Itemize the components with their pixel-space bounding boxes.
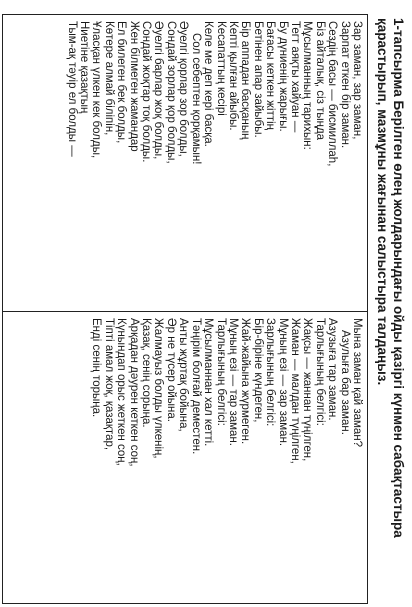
poem-line: Әр не түсер ойына. [164, 318, 177, 422]
poem-column-left [3, 15, 367, 312]
poem-line: Мұсылманның тарихын: [301, 21, 314, 150]
poem-line: Бағасы кеткен жіттің [264, 21, 277, 130]
poem-line: Сездің басы — бисмиллаh, [326, 21, 339, 167]
poem-line: Сол себептен қорқамын! [189, 33, 202, 165]
poem-line: Бетінен апар зайыбы. [251, 21, 264, 138]
poem-line: Әуелгі қорлар зор болды, [177, 21, 190, 157]
poem-line: Мұның езі — зар заман. [276, 318, 289, 447]
poem-line: Мына заман қай заман? [351, 318, 363, 448]
poem-line: Тарлығының белгісі: [214, 318, 227, 426]
poem-line: Зарпат еткен бір заман. [338, 21, 351, 149]
poem-line: Жай-жайына жүрмеген. [239, 318, 252, 445]
poem-line: Жаман — малдан түңілген, [288, 318, 301, 464]
poem-line: Азузыға тар заман. [326, 318, 339, 421]
poem-line: Мұның езі — тар заман. [226, 318, 239, 446]
poem-line: Сондай зорлар қор болды, [164, 21, 177, 164]
poem-line: Кесапаттың кесірі [214, 21, 227, 116]
poem-line: Енді сенің торыңа. [90, 318, 103, 418]
poem-line: Әуелгі барлар жоқ болды, [152, 21, 165, 160]
poem-line: Келе ме деп кері басқа. [202, 21, 215, 147]
poem-line: Тегт аяқты хайуан — [288, 21, 301, 133]
poem-line: Арқадан дәурен кеткен соң, [127, 318, 140, 467]
poem-line: Бу дүниенің жарығы. [276, 21, 289, 132]
poem-line: Кепті қылған айыбы. [226, 21, 239, 131]
poem-line: Жалмауыз болды үлкенің, [152, 318, 165, 459]
poem-line: Қазақ, сенің сорыңа. [140, 318, 153, 428]
poem-line: Ниетіне қазақтың [78, 21, 91, 114]
poem-line: Тіпті амал жоқ, қазақтар, [102, 318, 115, 451]
poem-line: Бір аппадан басқаның [239, 21, 252, 140]
poem-line: Біз айталық, сіз тыңда [313, 21, 326, 141]
task-title-line-1: 1-тапсырма Берілген өлең жолдарындағы ойды қазіргі күнмен сабақтастыра [391, 18, 406, 538]
poem-line: Зар заман, зар заман, [351, 21, 363, 140]
poem-line: Мұсылманнан хал кетті. [202, 318, 215, 447]
poem-line: Азулыға бар заман. [338, 330, 351, 435]
poem-line: Бір-біріне күндеген, [251, 318, 264, 423]
poem-line: Жен білмеген жамандар [127, 21, 140, 152]
poem-line: Күнындап орыс жеткен соң, [115, 318, 128, 466]
poem-table [2, 14, 368, 604]
poem-line: Көтере алмай біліпін, [102, 21, 115, 136]
poem-line: Зарлығының белгісі: [264, 318, 277, 427]
task-title [374, 18, 406, 603]
task-title-line-2: қарастырып, мазмұны жағынан салыстыра талдаңыз. [375, 18, 390, 386]
poem-line: Ел билеген бек болды, [115, 21, 128, 144]
poem-line: Тарлығының белгісі: [313, 318, 326, 426]
poem-line: Сондай жоқтар тоқ болды. [140, 21, 153, 163]
poem-line: Тым-ақ тәуір ел болды — [65, 21, 78, 157]
poem-line: Тәңірім болғай деместен. [189, 318, 202, 455]
poem-line: Анты жұртақ бойына, [177, 318, 190, 432]
poem-column-right [3, 312, 367, 603]
poem-line: Ұласқан үлкен кек болды, [90, 21, 103, 159]
poem-line: Жақсы — жаннан түңілген, [301, 318, 314, 462]
